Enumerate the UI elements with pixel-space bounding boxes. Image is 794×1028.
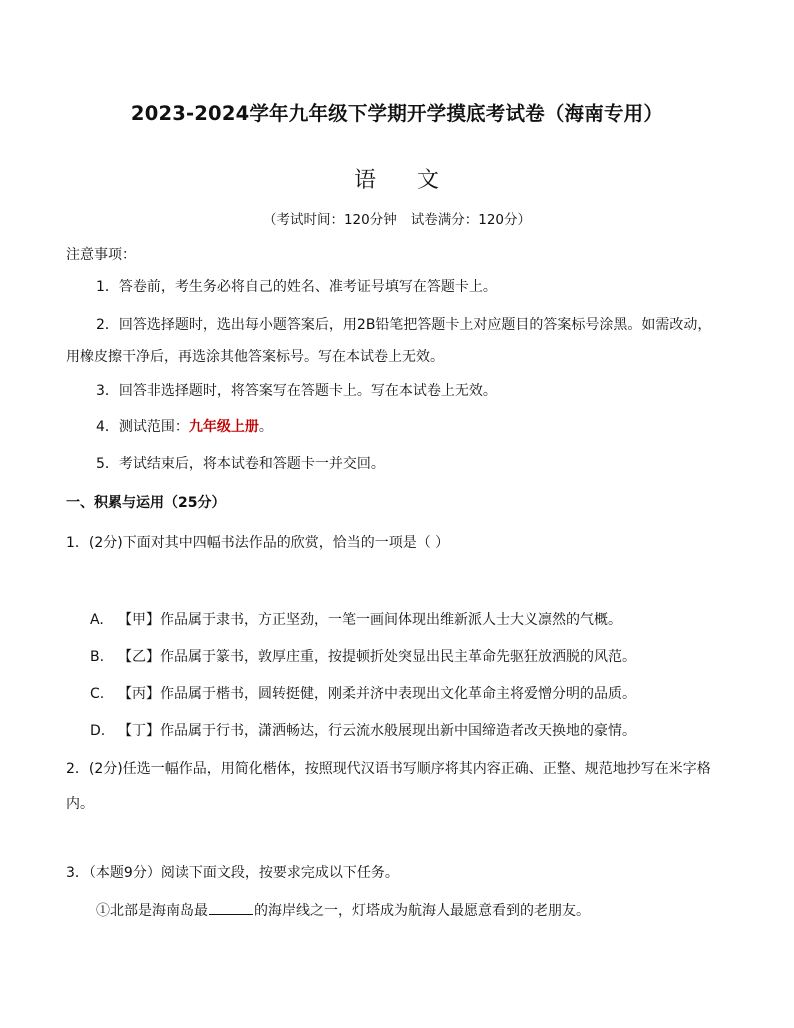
note-item-2-cont: 用橡皮擦干净后，再选涂其他答案标号。写在本试卷上无效。 <box>66 349 444 365</box>
note-item-4-end: 。 <box>258 419 273 435</box>
option-a <box>90 609 622 629</box>
question-1-stem: 1．(2分)下面对其中四幅书法作品的欣赏，恰当的一项是（ ） <box>66 535 450 551</box>
test-scope: 九年级上册 <box>188 419 259 435</box>
exam-time: （考试时间：120分钟 <box>262 212 397 228</box>
question-2-line-2: 内。 <box>66 796 94 812</box>
note-item-3: 3．回答非选择题时，将答案写在答题卡上。写在本试卷上无效。 <box>96 383 497 399</box>
subject-heading <box>0 163 794 194</box>
exam-title: 2023-2024学年九年级下学期开学摸底考试卷（海南专用） <box>130 102 664 125</box>
option-b <box>90 646 636 666</box>
option-d-text: 【丁】作品属于行书，潇洒畅达，行云流水般展现出新中国缔造者改天换地的豪情。 <box>118 723 636 739</box>
option-c-text: 【丙】作品属于楷书，圆转挺健，刚柔并济中表现出文化革命主将爱憎分明的品质。 <box>118 686 636 702</box>
option-c-letter: C. <box>90 686 105 702</box>
exam-score: 试卷满分：120分） <box>410 212 532 228</box>
option-a-text: 【甲】作品属于隶书，方正坚劲，一笔一画间体现出维新派人士大义凛然的气概。 <box>118 612 622 628</box>
option-c <box>90 683 636 703</box>
exam-info <box>0 208 794 228</box>
option-d-letter: D. <box>90 723 106 739</box>
notes-heading: 注意事项： <box>66 247 136 263</box>
fill-blank <box>209 902 253 915</box>
note-item-4-label: 4．测试范围： <box>96 419 189 435</box>
passage-part-1: ①北部是海南岛最 <box>96 903 208 919</box>
section-heading: 一、积累与运用（25分） <box>66 495 226 511</box>
option-a-letter: A. <box>90 612 104 628</box>
question-3-passage <box>96 900 590 920</box>
section-score: 25分 <box>178 495 212 511</box>
note-item-1: 1．答卷前，考生务必将自己的姓名、准考证号填写在答题卡上。 <box>96 279 497 295</box>
note-item-2: 2．回答选择题时，选出每小题答案后，用2B铅笔把答题卡上对应题目的答案标号涂黑。如需改动， <box>96 317 712 333</box>
note-item-5: 5．考试结束后，将本试卷和答题卡一并交回。 <box>96 456 385 472</box>
option-b-letter: B. <box>90 649 105 665</box>
subject-char-2: 文 <box>417 168 441 193</box>
option-d <box>90 720 636 740</box>
question-2-line-1: 2．(2分)任选一幅作品，用简化楷体，按照现代汉语书写顺序将其内容正确、正整、规范地抄写在米字格 <box>66 761 711 777</box>
subject-char-1: 语 <box>353 168 377 193</box>
passage-part-2: 的海岸线之一，灯塔成为航海人最愿意看到的老朋友。 <box>254 903 590 919</box>
question-3-stem: 3．（本题9分）阅读下面文段，按要求完成以下任务。 <box>66 865 399 881</box>
note-item-4 <box>96 416 273 436</box>
option-b-text: 【乙】作品属于篆书，敦厚庄重，按提顿折处突显出民主革命先驱狂放洒脱的风范。 <box>118 649 636 665</box>
